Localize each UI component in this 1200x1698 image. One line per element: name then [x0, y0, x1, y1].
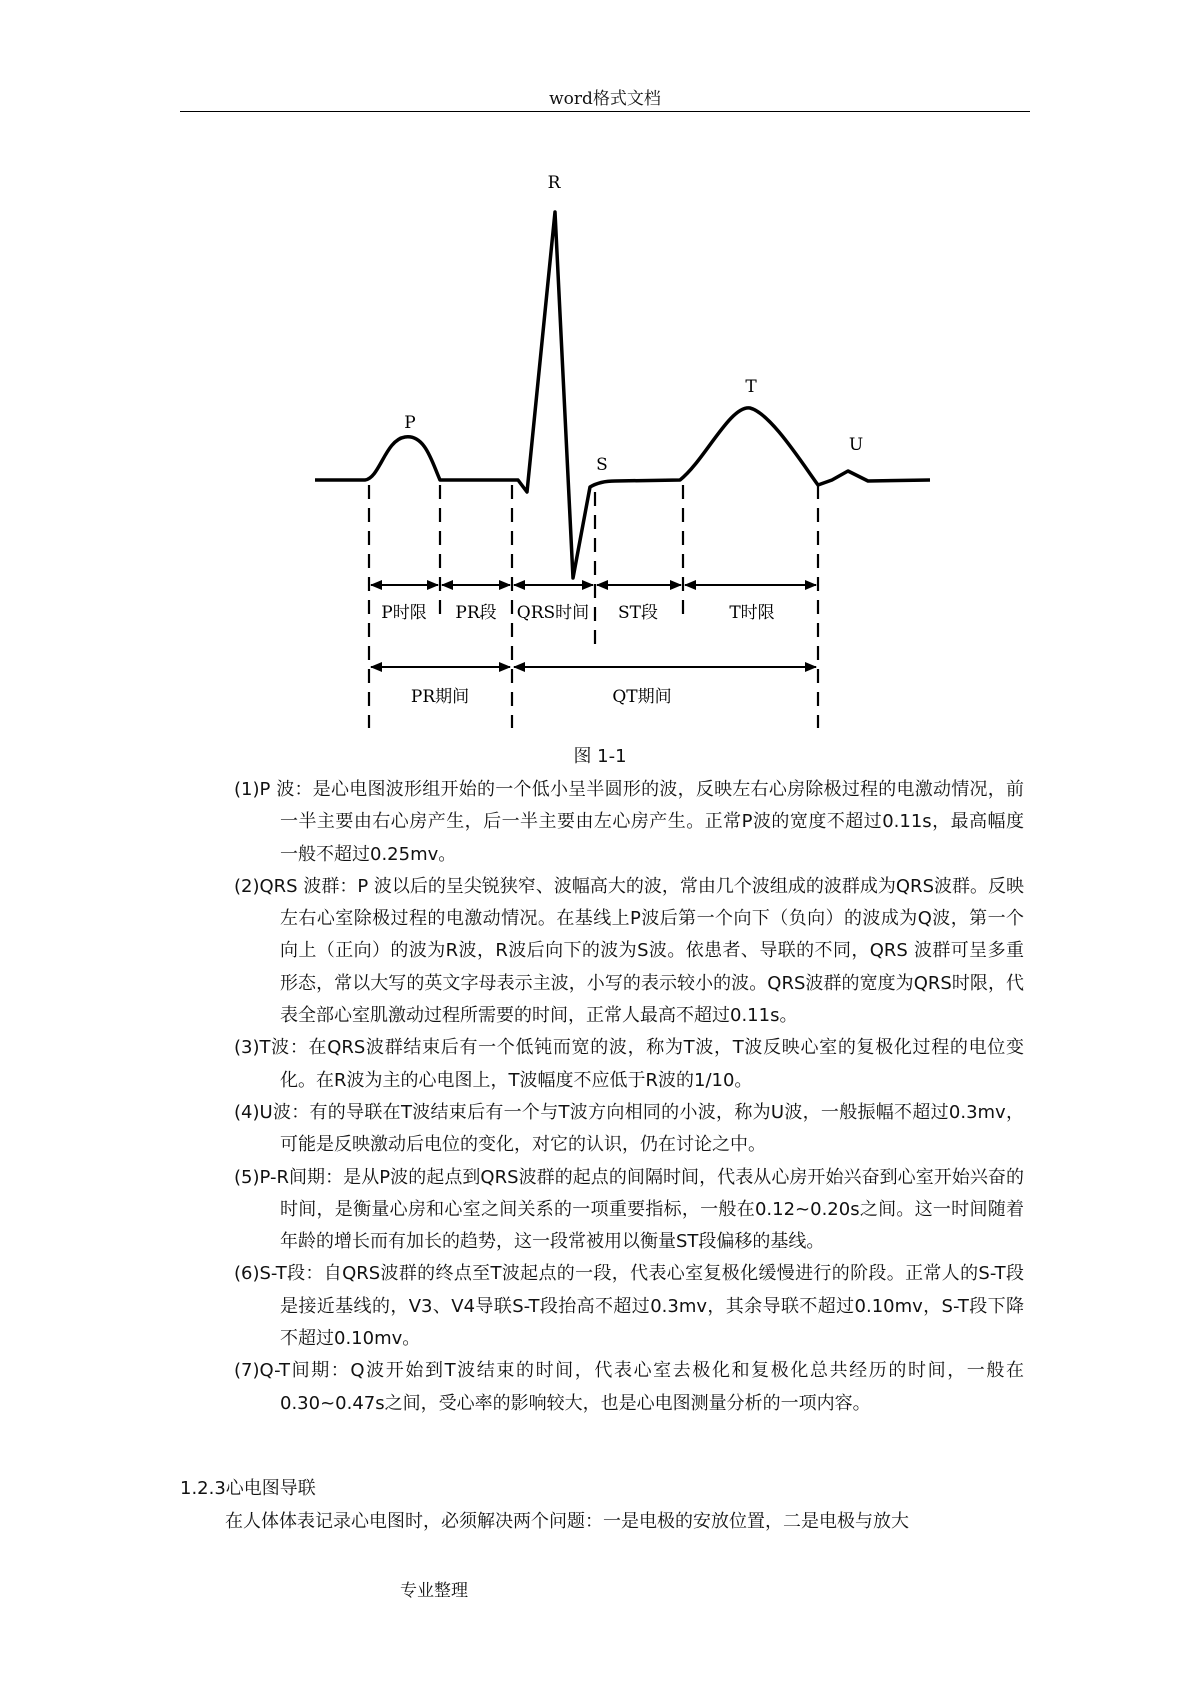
list-item: (5)P-R间期：是从P波的起点到QRS波群的起点的间隔时间，代表从心房开始兴奋到心室开始兴奋的时间，是衡量心房和心室之间关系的一项重要指标，一般在0.12~0.20s之间。这一时间随着年龄的增长而有加长的趋势，这一段常被用以衡量ST段偏移的基线。	[234, 1166, 1024, 1253]
label-st-segment: ST段	[618, 603, 658, 623]
label-t-wave: T	[745, 377, 757, 397]
label-qrs-duration: QRS时间	[516, 603, 590, 623]
label-p-wave: P	[404, 413, 416, 433]
body-paragraph: 在人体体表记录心电图时，必须解决两个问题：一是电极的安放位置，二是电极与放大	[225, 1511, 909, 1532]
list-item: (2)QRS 波群：P 波以后的呈尖锐狭窄、波幅高大的波，常由几个波组成的波群成为QRS波群。反映左右心室除极过程的电激动情况。在基线上P波后第一个向下（负向）的波成为Q波，第一个向上（正向）的波为R波，R波后向下的波为S波。依患者、导联的不同，QRS 波群可呈多重形态，常以大写的英文字母表示主波，小写的表示较小的波。QRS波群的宽度为QRS时限，代表全部心室肌激动过程所需要的时间，正常人最高不超过0.11s。	[234, 875, 1024, 1027]
list-item: (6)S-T段：自QRS波群的终点至T波起点的一段，代表心室复极化缓慢进行的阶段。正常人的S-T段是接近基线的，V3、V4导联S-T段抬高不超过0.3mv，其余导联不超过0.10mv，S-T段下降不超过0.10mv。	[234, 1263, 1024, 1350]
label-r-wave: R	[547, 173, 561, 193]
section-heading: 1.2.3心电图导联	[180, 1478, 316, 1499]
label-pr-interval: PR期间	[410, 687, 470, 707]
list-item: (4)U波：有的导联在T波结束后有一个与T波方向相同的小波，称为U波，一般振幅不超过0.3mv，可能是反映激动后电位的变化，对它的认识，仍在讨论之中。	[234, 1101, 1024, 1156]
ecg-waveform-figure	[0, 0, 1200, 740]
label-pr-segment: PR段	[455, 603, 497, 623]
list-item: (7)Q-T间期：Q波开始到T波结束的时间，代表心室去极化和复极化总共经历的时间，一般在0.30~0.47s之间，受心率的影响较大，也是心电图测量分析的一项内容。	[234, 1360, 1024, 1414]
label-qt-interval: QT期间	[612, 687, 672, 707]
list-item: (1)P 波：是心电图波形组开始的一个低小呈半圆形的波，反映左右心房除极过程的电激动情况，前一半主要由右心房产生，后一半主要由左心房产生。正常P波的宽度不超过0.11s，最高幅度一般不超过0.25mv。	[234, 779, 1024, 865]
page-footer: 专业整理	[400, 1581, 468, 1601]
page-header: word格式文档	[549, 89, 661, 109]
figure-caption: 图 1-1	[573, 746, 627, 767]
label-u-wave: U	[848, 435, 864, 455]
label-s-wave: S	[596, 455, 608, 475]
label-p-duration: P时限	[381, 603, 427, 623]
label-t-duration: T时限	[729, 603, 775, 623]
ecg-trace	[315, 212, 930, 578]
list-item: (3)T波：在QRS波群结束后有一个低钝而宽的波，称为T波，T波反映心室的复极化过程的电位变化。在R波为主的心电图上，T波幅度不应低于R波的1/10。	[234, 1037, 1024, 1091]
wave-description-list	[234, 774, 1024, 1420]
